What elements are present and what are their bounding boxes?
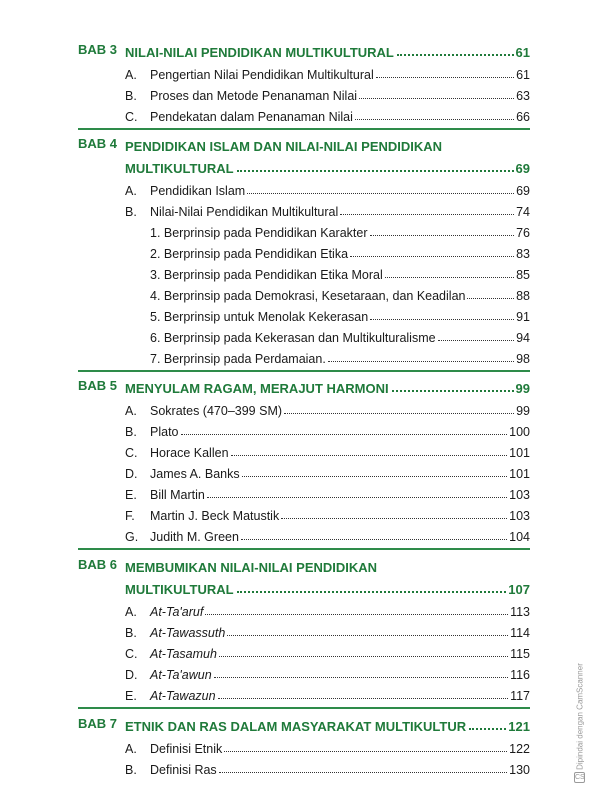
toc-subentry: 3. Berprinsip pada Pendidikan Etika Moral 85 — [150, 268, 530, 282]
chapter-3-number: BAB 3 — [78, 42, 118, 57]
toc-entry: C. Pendekatan dalam Penanaman Nilai 66 — [125, 110, 530, 124]
toc-entry: B. Plato 100 — [125, 425, 530, 439]
toc-entry: G. Judith M. Green 104 — [125, 530, 530, 544]
toc-entry: B. At-Tawassuth 114 — [125, 626, 530, 640]
chapter-4-page: 69 — [515, 161, 530, 176]
toc-entry: B. Definisi Ras 130 — [125, 763, 530, 777]
chapter-3-page: 61 — [515, 45, 530, 60]
toc-entry: C. Horace Kallen 101 — [125, 446, 530, 460]
toc-entry: A. Definisi Etnik 122 — [125, 742, 530, 756]
toc-entry: D. James A. Banks 101 — [125, 467, 530, 481]
toc-entry: A. Sokrates (470–399 SM) 99 — [125, 404, 530, 418]
toc-entry: A. At-Ta'aruf 113 — [125, 605, 530, 619]
chapter-3-title — [125, 42, 530, 60]
toc-entry: F. Martin J. Beck Matustik 103 — [125, 509, 530, 523]
chapter-3-title-text: NILAI-NILAI PENDIDIKAN MULTIKULTURAL — [125, 45, 394, 60]
leader-dots — [397, 54, 514, 56]
chapter-5-number: BAB 5 — [78, 378, 118, 393]
toc-subentry: 7. Berprinsip pada Perdamaian. 98 — [150, 352, 530, 366]
scanner-watermark — [572, 660, 586, 780]
toc-entry: C. At-Tasamuh 115 — [125, 647, 530, 661]
toc-subentry: 2. Berprinsip pada Pendidikan Etika 83 — [150, 247, 530, 261]
toc-entry: D. At-Ta'awun 116 — [125, 668, 530, 682]
chapter-7-title: ETNIK DAN RAS DALAM MASYARAKAT MULTIKULTUR 121 — [125, 719, 530, 734]
toc-entry: A. Pendidikan Islam 69 — [125, 184, 530, 198]
chapter-5-title: MENYULAM RAGAM, MERAJUT HARMONI 99 — [125, 381, 530, 396]
leader-dots — [237, 170, 514, 172]
chapter-6-page: 107 — [508, 582, 530, 597]
leader-dots — [469, 728, 506, 730]
toc-subentry: 6. Berprinsip pada Kekerasan dan Multikulturalisme 94 — [150, 331, 530, 345]
chapter-4-title-line-2: MULTIKULTURAL 69 — [125, 161, 530, 176]
toc-entry: E. At-Tawazun 117 — [125, 689, 530, 703]
toc-entry: A. Pengertian Nilai Pendidikan Multikultural 61 — [125, 68, 530, 82]
section-divider — [78, 128, 530, 130]
chapter-6-title-line-2: MULTIKULTURAL 107 — [125, 582, 530, 597]
chapter-5-page: 99 — [515, 381, 530, 396]
camscanner-logo-icon: CS — [575, 774, 585, 781]
chapter-7-page: 121 — [508, 719, 530, 734]
section-divider — [78, 370, 530, 372]
toc-entry: E. Bill Martin 103 — [125, 488, 530, 502]
toc-entry: B. Nilai-Nilai Pendidikan Multikultural 74 — [125, 205, 530, 219]
chapter-4-title-line-1: PENDIDIKAN ISLAM DAN NILAI-NILAI PENDIDIKAN — [125, 139, 443, 154]
section-divider — [78, 548, 530, 550]
toc-subentry: 4. Berprinsip pada Demokrasi, Kesetaraan, dan Keadilan 88 — [150, 289, 530, 303]
toc-entry: B. Proses dan Metode Penanaman Nilai 63 — [125, 89, 530, 103]
chapter-7-number: BAB 7 — [78, 716, 118, 731]
scanner-watermark-text: Dipindai dengan CamScanner — [575, 663, 585, 770]
section-divider — [78, 707, 530, 709]
leader-dots — [237, 591, 507, 593]
leader-dots — [392, 390, 514, 392]
chapter-6-title-line-1: MEMBUMIKAN NILAI-NILAI PENDIDIKAN — [125, 560, 378, 575]
toc-subentry: 1. Berprinsip pada Pendidikan Karakter 76 — [150, 226, 530, 240]
chapter-6-number: BAB 6 — [78, 557, 118, 572]
chapter-4-number: BAB 4 — [78, 136, 118, 151]
toc-subentry: 5. Berprinsip untuk Menolak Kekerasan 91 — [150, 310, 530, 324]
